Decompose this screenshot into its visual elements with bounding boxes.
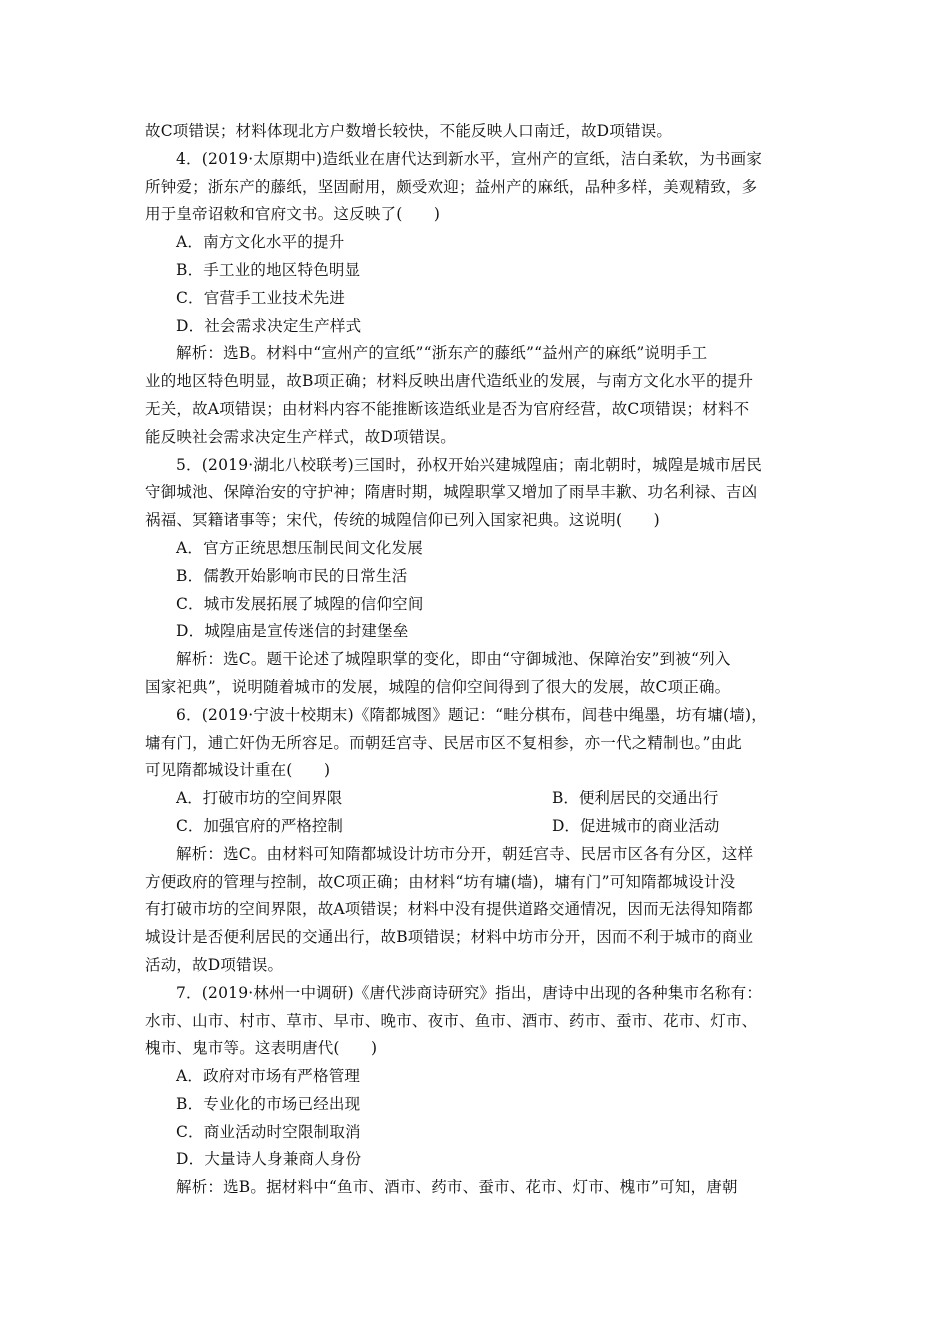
question-6-options-row <box>145 785 810 813</box>
question-6-stem: 可见隋都城设计重在( ) <box>145 761 331 780</box>
question-7-stem: 槐市、鬼市等。这表明唐代( ) <box>145 1039 378 1058</box>
question-4-solution: 无关，故A项错误；由材料内容不能推断该造纸业是否为官府经营，故C项错误；材料不 <box>145 399 750 418</box>
question-6-solution: 方便政府的管理与控制，故C项正确；由材料“坊有墉(墙)，墉有门”可知隋都城设计没 <box>145 872 736 891</box>
question-6-solution: 有打破市坊的空间界限，故A项错误；材料中没有提供道路交通情况，因而无法得知隋都 <box>145 900 753 919</box>
question-5-stem: 祸福、冥籍诸事等；宋代，传统的城隍信仰已列入国家祀典。这说明( ) <box>145 511 660 530</box>
question-4-option-c: C．官营手工业技术先进 <box>176 288 346 307</box>
question-6-stem: 6．(2019·宁波十校期末)《隋都城图》题记：“畦分棋布，闾巷中绳墨，坊有墉(墙)， <box>176 705 767 724</box>
question-6-option-c: C．加强官府的严格控制 <box>176 816 343 835</box>
question-4-stem: 用于皇帝诏敕和官府文书。这反映了( ) <box>145 205 441 224</box>
question-5-solution: 国家祀典”，说明随着城市的发展，城隍的信仰空间得到了很大的发展，故C项正确。 <box>145 677 731 696</box>
question-4-solution: 能反映社会需求决定生产样式，故D项错误。 <box>145 427 456 446</box>
question-4-option-d: D．社会需求决定生产样式 <box>176 316 362 335</box>
question-7-option-b: B．专业化的市场已经出现 <box>176 1094 361 1113</box>
question-5-option-b: B．儒教开始影响市民的日常生活 <box>176 566 408 585</box>
question-4-option-a: A．南方文化水平的提升 <box>176 233 345 252</box>
question-7-solution: 解析：选B。据材料中“鱼市、酒市、药市、蚕市、花市、灯市、槐市”可知，唐朝 <box>176 1178 738 1197</box>
question-5-option-d: D．城隍庙是宣传迷信的封建堡垒 <box>176 622 409 641</box>
text-line: 故C项错误；材料体现北方户数增长较快，不能反映人口南迁，故D项错误。 <box>145 122 673 140</box>
question-6-option-a: A．打破市坊的空间界限 <box>176 789 343 808</box>
question-5-stem: 守御城池、保障治安的守护神；隋唐时期，城隍职掌又增加了雨旱丰歉、功名利禄、吉凶 <box>145 483 758 502</box>
question-4-solution: 解析：选B。材料中“宣州产的宣纸”“浙东产的藤纸”“益州产的麻纸”说明手工 <box>176 344 708 363</box>
question-5-solution: 解析：选C。题干论述了城隍职掌的变化，即由“守御城池、保障治安”到被“列入 <box>176 650 731 669</box>
question-6-options-row <box>145 813 810 841</box>
question-6-option-b: B．便利居民的交通出行 <box>552 789 719 808</box>
question-5-option-c: C．城市发展拓展了城隍的信仰空间 <box>176 594 424 613</box>
question-6-option-d: D．促进城市的商业活动 <box>552 816 720 835</box>
question-4-stem: 4．(2019·太原期中)造纸业在唐代达到新水平，宣州产的宣纸，洁白柔软，为书画家 <box>176 149 763 168</box>
question-7-stem: 水市、山市、村市、草市、早市、晚市、夜市、鱼市、酒市、药市、蚕市、花市、灯市、 <box>145 1011 758 1030</box>
question-6-solution: 解析：选C。由材料可知隋都城设计坊市分开，朝廷宫寺、民居市区各有分区，这样 <box>176 844 754 863</box>
question-4-stem: 所钟爱；浙东产的藤纸，坚固耐用，颇受欢迎；益州产的麻纸，品种多样，美观精致，多 <box>145 177 758 196</box>
question-6-stem: 墉有门，逋亡奸伪无所容足。而朝廷宫寺、民居市区不复相参，亦一代之精制也。”由此 <box>145 733 742 752</box>
question-4-solution: 业的地区特色明显，故B项正确；材料反映出唐代造纸业的发展，与南方文化水平的提升 <box>145 372 754 391</box>
question-6-solution: 活动，故D项错误。 <box>145 955 284 974</box>
question-5-stem: 5．(2019·湖北八校联考)三国时，孙权开始兴建城隍庙；南北朝时，城隍是城市居民 <box>176 455 763 474</box>
question-7-option-c: C．商业活动时空限制取消 <box>176 1122 361 1141</box>
question-7-stem: 7．(2019·林州一中调研)《唐代涉商诗研究》指出，唐诗中出现的各种集市名称有： <box>176 983 763 1002</box>
question-7-option-d: D．大量诗人身兼商人身份 <box>176 1150 362 1169</box>
question-5-option-a: A．官方正统思想压制民间文化发展 <box>176 538 423 557</box>
question-4-option-b: B．手工业的地区特色明显 <box>176 260 361 279</box>
document-page <box>145 118 810 1202</box>
question-7-option-a: A．政府对市场有严格管理 <box>176 1067 361 1086</box>
question-6-solution: 城设计是否便利居民的交通出行，故B项错误；材料中坊市分开，因而不利于城市的商业 <box>145 928 754 947</box>
